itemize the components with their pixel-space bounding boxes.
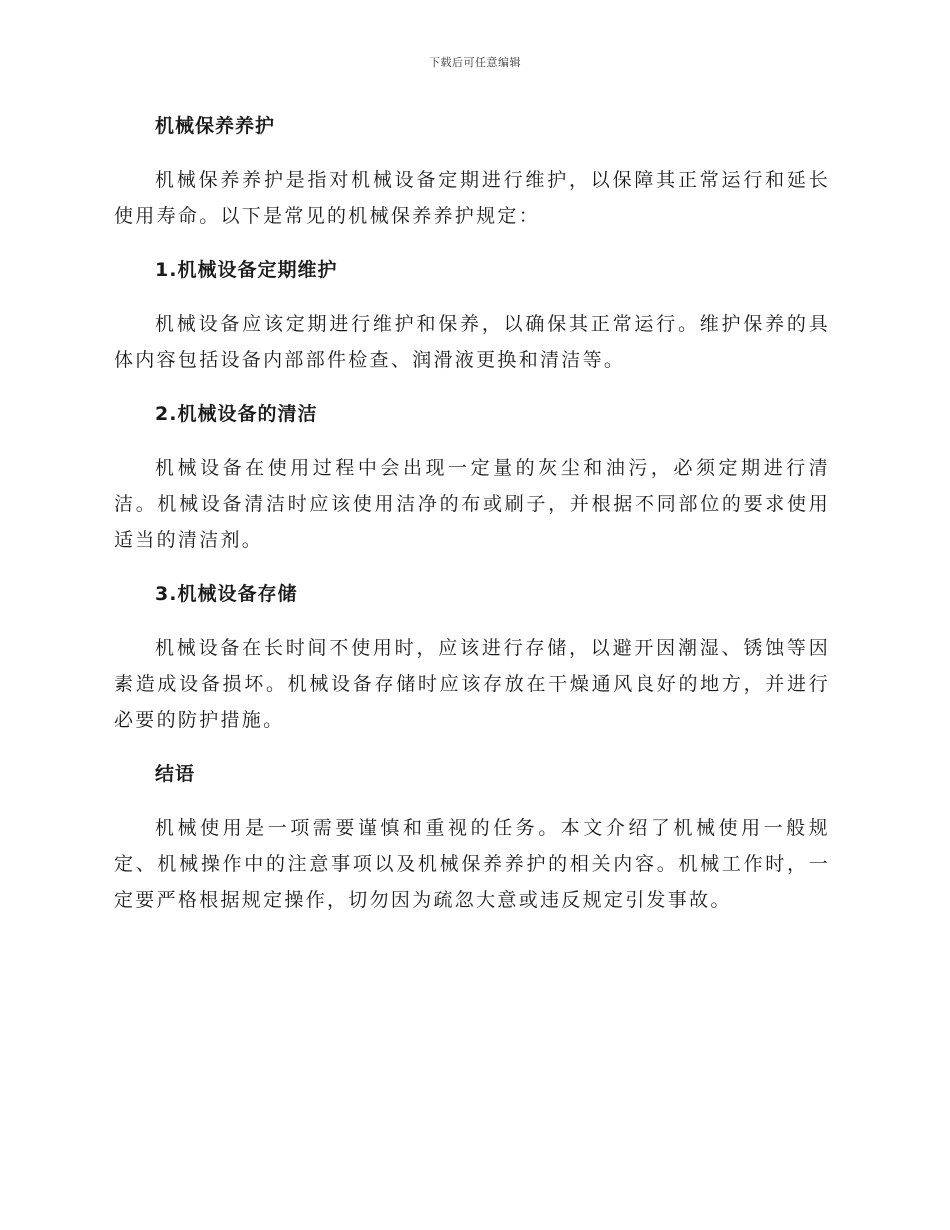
paragraph-cleaning: 机械设备在使用过程中会出现一定量的灰尘和油污，必须定期进行清洁。机械设备清洁时应该使用洁净的布或刷子，并根据不同部位的要求使用适当的清洁剂。 — [114, 457, 830, 551]
section-heading-conclusion: 结语 — [155, 763, 196, 785]
document-body — [114, 108, 830, 918]
paragraph-storage: 机械设备在长时间不使用时，应该进行存储，以避开因潮湿、锈蚀等因素造成设备损坏。机械设备存储时应该存放在干燥通风良好的地方，并进行必要的防护措施。 — [114, 637, 830, 731]
paragraph-conclusion: 机械使用是一项需要谨慎和重视的任务。本文介绍了机械使用一般规定、机械操作中的注意事项以及机械保养养护的相关内容。机械工作时，一定要严格根据规定操作，切勿因为疏忽大意或违反规定引发事故。 — [114, 817, 830, 911]
paragraph-maintenance-intro: 机械保养养护是指对机械设备定期进行维护，以保障其正常运行和延长使用寿命。以下是常见的机械保养养护规定： — [114, 169, 830, 227]
header-note: 下载后可任意编辑 — [429, 56, 521, 69]
section-heading-maintenance: 机械保养养护 — [155, 115, 276, 137]
section-heading-regular-maintenance: 1.机械设备定期维护 — [155, 259, 338, 281]
paragraph-regular-maintenance: 机械设备应该定期进行维护和保养，以确保其正常运行。维护保养的具体内容包括设备内部部件检查、润滑液更换和清洁等。 — [114, 313, 830, 371]
section-heading-storage: 3.机械设备存储 — [155, 583, 298, 605]
section-heading-cleaning: 2.机械设备的清洁 — [155, 403, 318, 425]
